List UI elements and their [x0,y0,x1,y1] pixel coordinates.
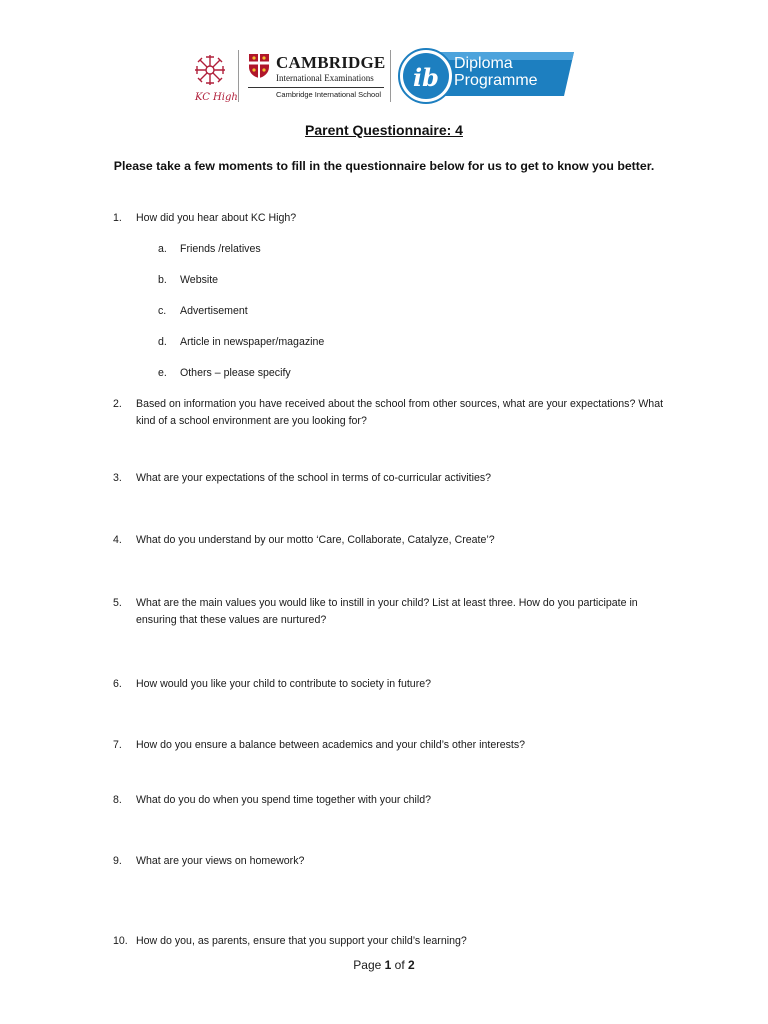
question-number: 5. [113,597,122,609]
question-number: 2. [113,398,122,410]
option-letter: d. [158,336,167,348]
cambridge-rule [248,87,384,88]
page-word: Page [353,958,382,972]
question-number: 7. [113,739,122,751]
option-letter: b. [158,274,167,286]
question-text: How do you ensure a balance between academics and your child’s other interests? [136,739,526,751]
question-text: What do you do when you spend time together with your child? [136,794,432,806]
option-text: Friends /relatives [180,243,261,255]
logo-divider [238,50,239,102]
intro-text: Please take a few moments to fill in the questionnaire below for us to get to know you better. [113,159,655,173]
ib-programme-text [454,55,538,89]
ib-line-programme: Programme [454,72,538,89]
cambridge-subtitle: International Examinations [276,73,374,83]
question-text: How did you hear about KC High? [136,212,297,224]
cambridge-title: CAMBRIDGE [276,53,386,72]
option-text: Advertisement [180,305,248,317]
option-text: Article in newspaper/magazine [180,336,325,348]
question-text: What are your views on homework? [136,855,305,867]
question-text: How do you, as parents, ensure that you support your child’s learning? [136,935,467,947]
cambridge-school: Cambridge International School [276,90,382,99]
total-pages-number: 2 [408,958,415,972]
page-title: Parent Questionnaire: 4 [305,122,463,138]
header-logos [186,44,576,110]
option-text: Others – please specify [180,367,291,379]
question-text: How would you like your child to contribute to society in future? [136,678,432,690]
option-letter: e. [158,367,167,379]
current-page-number: 1 [384,958,392,972]
question-number: 1. [113,212,122,224]
svg-text:ib: ib [413,63,439,92]
question-number: 10. [113,935,128,947]
question-number: 4. [113,534,122,546]
question-text: Based on information you have received about the school from other sources, what are your expectations? What kind of a school environment are you looking for? [136,398,664,427]
kc-high-logo [190,50,238,108]
option-letter: c. [158,305,167,317]
logo-divider [390,50,391,102]
question-text: What are your expectations of the school in terms of co-curricular activities? [136,472,492,484]
question-text: What do you understand by our motto ‘Care, Collaborate, Catalyze, Create’? [136,534,495,546]
question-number: 8. [113,794,122,806]
question-number: 6. [113,678,122,690]
of-word: of [394,958,405,972]
cambridge-shield-icon [248,53,270,79]
kc-high-logo-text: KC High [195,92,238,103]
question-text: What are the main values you would like to instill in your child? List at least three. How do you participate in ensuring that these values are nurtured? [136,597,638,626]
kc-high-emblem-icon [190,50,230,90]
question-number: 9. [113,855,122,867]
page-footer [0,958,768,972]
option-text: Website [180,274,219,286]
cambridge-logo [248,51,388,101]
ib-line-diploma: Diploma [454,55,513,72]
option-letter: a. [158,243,167,255]
ib-diploma-logo [396,46,576,108]
question-number: 3. [113,472,122,484]
